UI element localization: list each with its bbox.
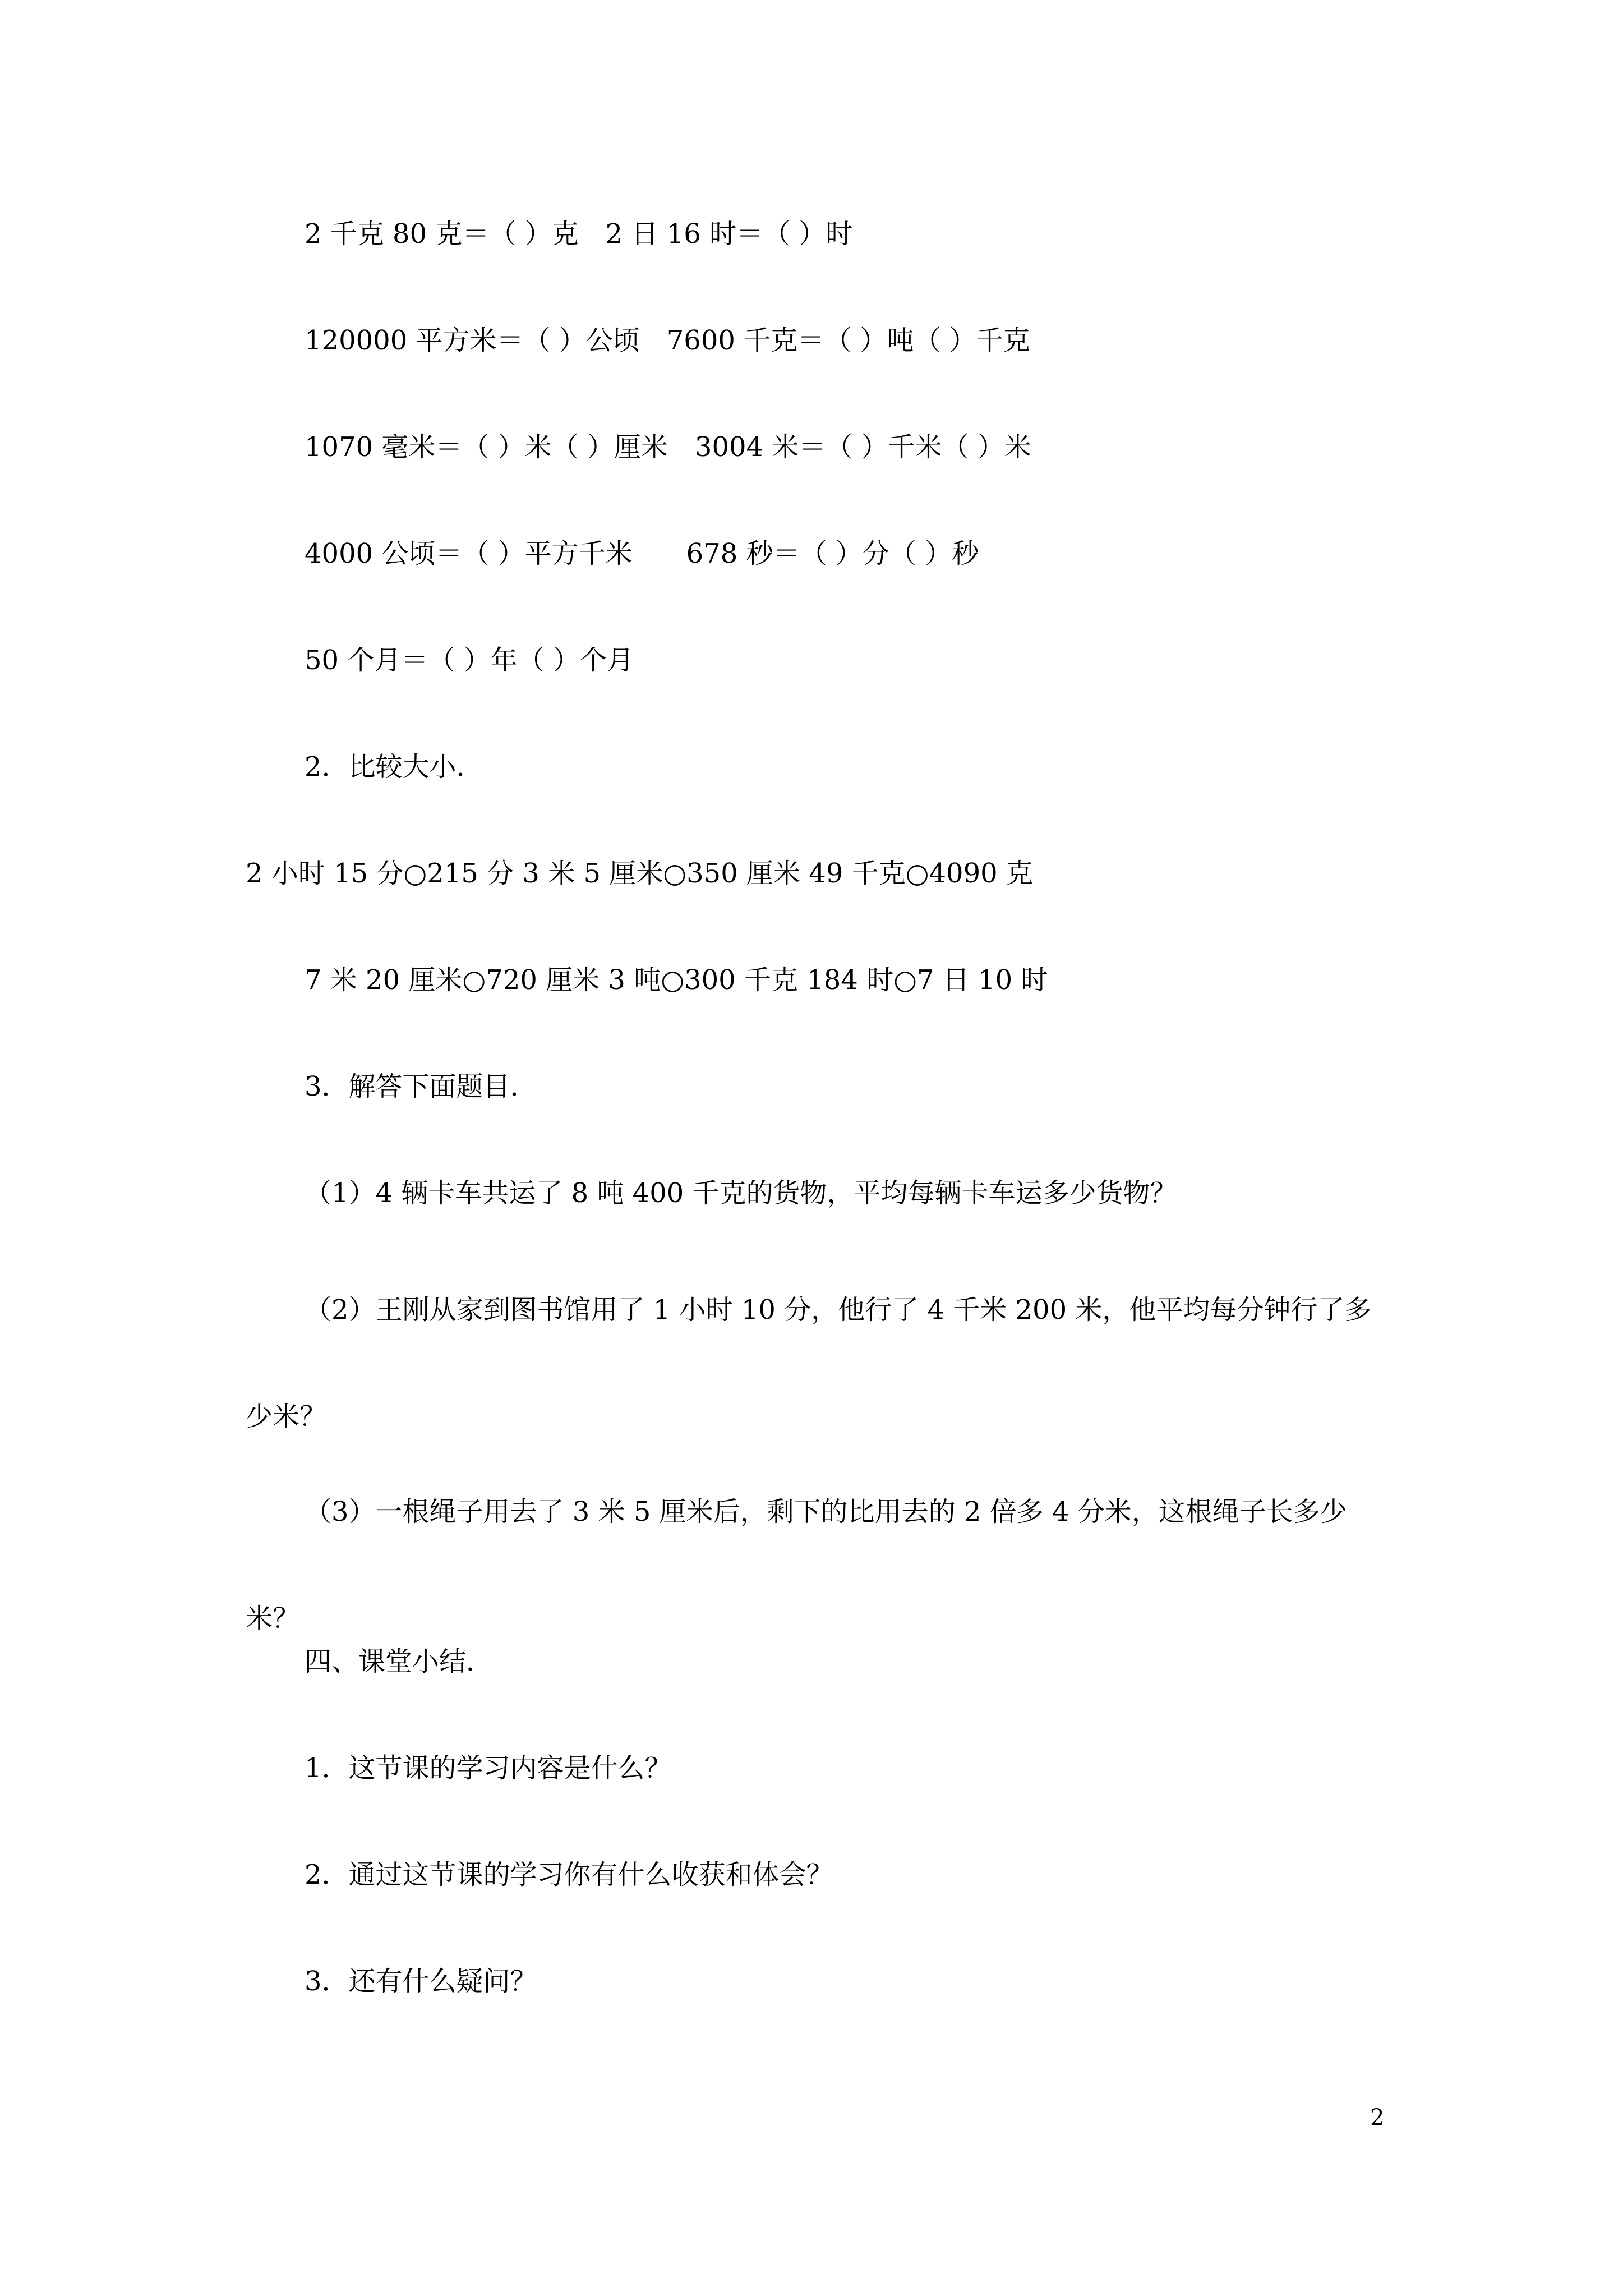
summary-question-3: 3．还有什么疑问？ — [305, 1966, 537, 1997]
conversion-line-2: 120000 平方米＝（ ）公顷 7600 千克＝（ ）吨（ ）千克 — [305, 325, 1030, 356]
summary-question-2: 2．通过这节课的学习你有什么收获和体会？ — [305, 1859, 833, 1890]
page-number: 2 — [1370, 2105, 1385, 2131]
section-heading-compare: 2．比较大小． — [305, 751, 483, 783]
compare-line-1: 2 小时 15 分○215 分 3 米 5 厘米○350 厘米 49 千克○4090 克 — [246, 858, 1033, 889]
problem-2: （2）王刚从家到图书馆用了 1 小时 10 分，他行了 4 千米 200 米，他平均每分钟行了多少米？ — [246, 1294, 1372, 1432]
section-heading-summary: 四、课堂小结． — [305, 1646, 494, 1677]
conversion-line-3: 1070 毫米＝（ ）米（ ）厘米 3004 米＝（ ）千米（ ）米 — [305, 431, 1031, 463]
problem-1: （1）4 辆卡车共运了 8 吨 400 千克的货物，平均每辆卡车运多少货物？ — [305, 1177, 1177, 1209]
section-heading-problems: 3．解答下面题目． — [305, 1071, 537, 1102]
problem-3: （3）一根绳子用去了 3 米 5 厘米后，剩下的比用去的 2 倍多 4 分米，这根绳子长多少米？ — [246, 1496, 1347, 1634]
summary-question-1: 1．这节课的学习内容是什么？ — [305, 1752, 672, 1784]
conversion-line-1: 2 千克 80 克＝（ ）克 2 日 16 时＝（ ）时 — [305, 218, 853, 250]
conversion-line-4: 4000 公顷＝（ ）平方千米 678 秒＝（ ）分（ ）秒 — [305, 538, 979, 569]
compare-line-2: 7 米 20 厘米○720 厘米 3 吨○300 千克 184 时○7 日 10 时 — [305, 964, 1048, 996]
conversion-line-5: 50 个月＝（ ）年（ ）个月 — [305, 645, 634, 676]
